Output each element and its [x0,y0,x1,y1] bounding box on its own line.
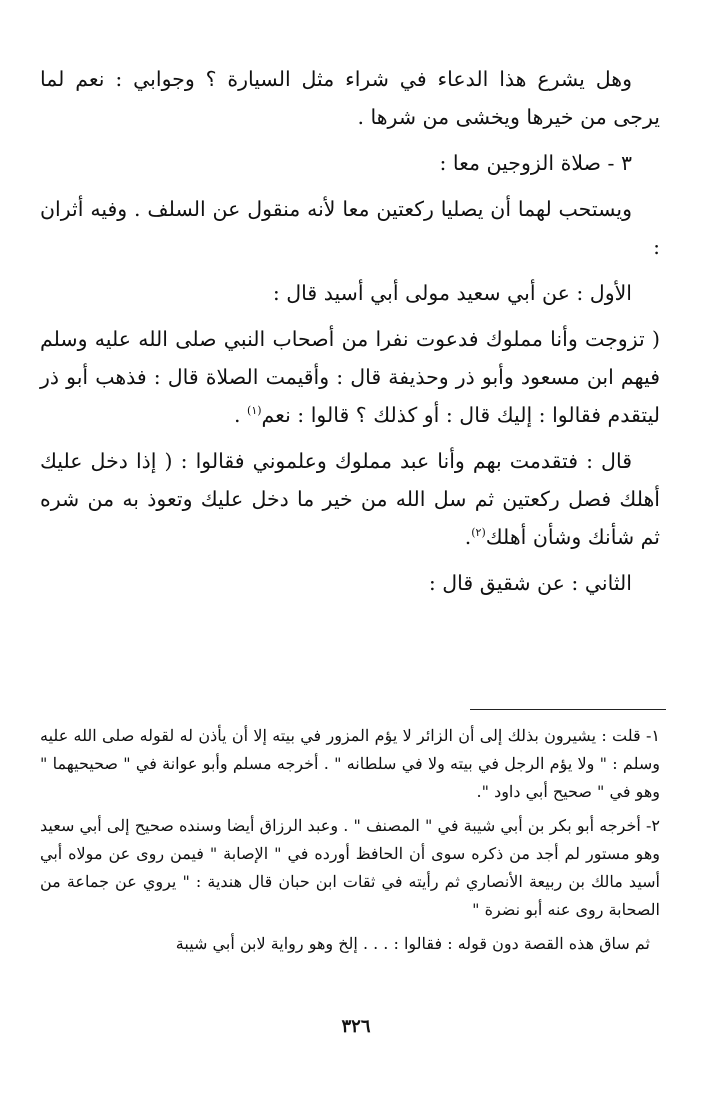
footnote-2: ٢- أخرجه أبو بكر بن أبي شيبة في " المصنف " . وعبد الرزاق أيضا وسنده صحيح إلى أبي سعيد وهو مستور لم أجد من ذكره سوى أن الحافظ أورده في " الإصابة " فيمن روى عن مولاه أبي أسيد مالك بن ربيعة الأنصاري ثم رأيته في ثقات ابن حبان قال هندية : " يروي عن جماعة من الصحابة روى عنه أبو نضرة " [40,816,661,919]
first-athar-intro: الأول : عن أبي سعيد مولى أبي أسيد قال : [272,281,632,305]
paragraph-2: ويستحب لهما أن يصليا ركعتين معا لأنه منقول عن السلف . وفيه أثران : [40,197,660,259]
first-athar-continued [40,442,660,556]
first-athar-text: ( تزوجت وأنا مملوك فدعوت نفرا من أصحاب النبي صلى الله عليه وسلم فيهم ابن مسعود وأبو ذر وحذيفة قال : وأقيمت الصلاة قال : فذهب أبو ذر ليتقدم فقالوا : إليك قال : أو كذلك ؟ قالوا : نعم [40,327,660,427]
footnote-ref-1: (١) [247,404,262,418]
first-athar-continued-end: . [464,525,472,549]
first-athar-end: . [233,403,248,427]
first-athar-continued-text: قال : فتقدمت بهم وأنا عبد مملوك وعلموني فقالوا : ( إذا دخل عليك أهلك فصل ركعتين ثم سل الله من خير ما دخل عليك وتعوذ به من شره ثم شأنك وشأن أهلك [40,449,660,549]
footnote-2-continued: ثم ساق هذه القصة دون قوله : فقالوا : . . . إلخ وهو رواية لابن أبي شيبة [175,934,650,953]
footnote-1: ١- قلت : يشيرون بذلك إلى أن الزائر لا يؤم المزور في بيته إلا أن يأذن له لقوله صلى الله عليه وسلم : " ولا يؤم الرجل في بيته ولا في سلطانه " . أخرجه مسلم وأبو عوانة في " صحيحيهما " وهو في " صحيح أبي داود ". [40,726,661,801]
section-heading: ٣ - صلاة الزوجين معا : [439,151,632,175]
paragraph-1: وهل يشرع هذا الدعاء في شراء مثل السيارة ؟ وجوابي : نعم لما يرجى من خيرها ويخشى من شرها . [40,67,660,129]
footnote-ref-2: (٢) [471,526,486,540]
main-text [40,60,660,610]
footnotes [40,722,660,964]
footnote-separator [470,709,666,710]
second-athar-intro: الثاني : عن شقيق قال : [428,571,632,595]
page-number: ٣٢٦ [341,1016,371,1037]
first-athar-quote [40,320,660,434]
